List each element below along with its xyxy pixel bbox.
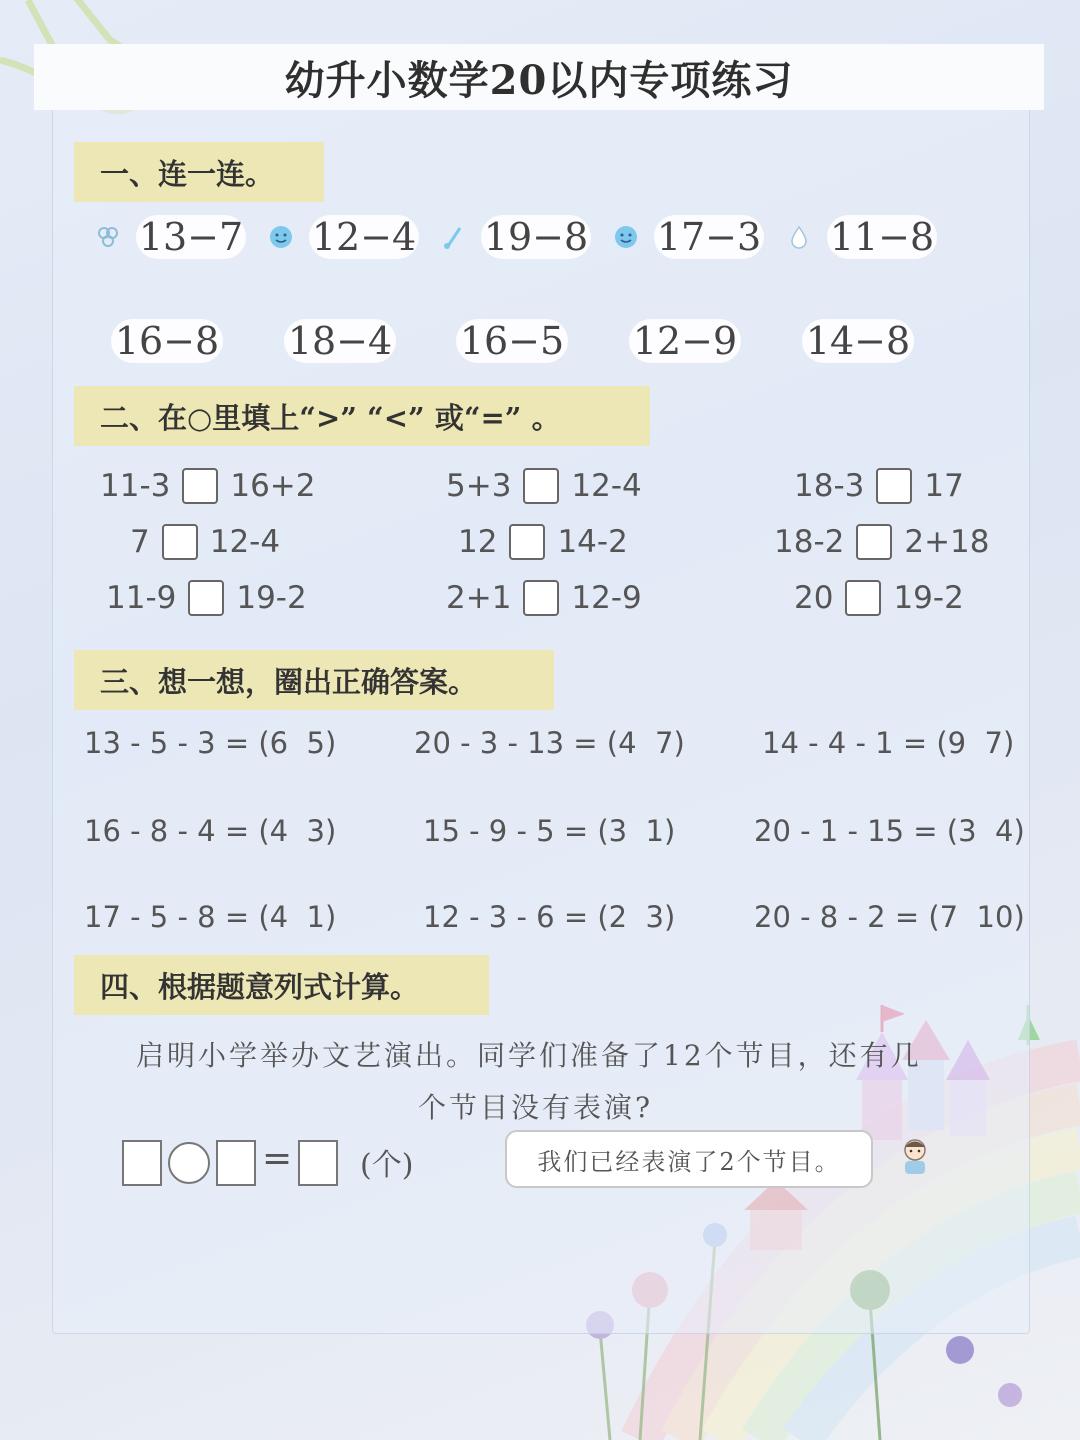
compare-left: 5+3 xyxy=(446,468,512,504)
compare-left: 20 xyxy=(794,580,834,616)
compare-right: 19-2 xyxy=(893,580,964,616)
speech-bubble-text: 我们已经表演了2个节目。 xyxy=(537,1147,841,1176)
compare-answer-box[interactable] xyxy=(509,524,545,560)
compare-left: 7 xyxy=(130,524,150,560)
compare-right: 17 xyxy=(924,468,964,504)
compare-item xyxy=(106,580,307,616)
compare-right: 12-4 xyxy=(571,468,642,504)
connect-bottom-expr-3[interactable]: 16−5 xyxy=(456,319,568,363)
compare-answer-box[interactable] xyxy=(182,468,218,504)
music-note-icon xyxy=(440,224,466,250)
connect-bottom-expr-2[interactable]: 18−4 xyxy=(284,319,396,363)
section-3-header: 三、想一想，圈出正确答案。 xyxy=(74,650,554,710)
choose-equation[interactable]: 20 - 8 - 2 = (7 10) xyxy=(754,900,1025,934)
compare-answer-box[interactable] xyxy=(162,524,198,560)
drop-icon xyxy=(786,224,812,250)
blue-face-icon xyxy=(268,224,294,250)
compare-answer-box[interactable] xyxy=(523,580,559,616)
compare-left: 18-3 xyxy=(794,468,865,504)
compare-right: 2+18 xyxy=(904,524,990,560)
choose-equation[interactable]: 15 - 9 - 5 = (3 1) xyxy=(423,814,676,848)
connect-top-expr-2[interactable]: 12−4 xyxy=(309,215,419,259)
answer-operator-circle[interactable] xyxy=(168,1142,210,1184)
section-4-header: 四、根据题意列式计算。 xyxy=(74,955,489,1015)
choose-equation[interactable]: 12 - 3 - 6 = (2 3) xyxy=(423,900,676,934)
section-2-header: 二、在○里填上“>” “<” 或“=” 。 xyxy=(74,386,650,446)
page-title: 幼升小数学20以内专项练习 xyxy=(284,56,794,104)
compare-answer-box[interactable] xyxy=(188,580,224,616)
problem-text-line-1: 启明小学举办文艺演出。同学们准备了12个节目，还有几 xyxy=(136,1039,922,1072)
choose-equation[interactable]: 14 - 4 - 1 = (9 7) xyxy=(762,726,1015,760)
compare-right: 16+2 xyxy=(230,468,316,504)
blue-face-icon xyxy=(613,224,639,250)
answer-result-box[interactable] xyxy=(298,1140,338,1186)
choose-equation[interactable]: 17 - 5 - 8 = (4 1) xyxy=(84,900,337,934)
compare-answer-box[interactable] xyxy=(876,468,912,504)
connect-top-expr-3[interactable]: 19−8 xyxy=(481,215,591,259)
compare-item xyxy=(130,524,280,560)
choose-equation[interactable]: 20 - 1 - 15 = (3 4) xyxy=(754,814,1025,848)
unit-label: (个) xyxy=(360,1148,414,1183)
child-avatar-icon xyxy=(896,1136,934,1176)
compare-left: 11-9 xyxy=(106,580,177,616)
compare-item xyxy=(458,524,628,560)
choose-equation[interactable]: 16 - 8 - 4 = (4 3) xyxy=(84,814,337,848)
choose-equation[interactable]: 13 - 5 - 3 = (6 5) xyxy=(84,726,337,760)
compare-answer-box[interactable] xyxy=(856,524,892,560)
compare-left: 12 xyxy=(458,524,498,560)
answer-number-box[interactable] xyxy=(216,1140,256,1186)
answer-number-box[interactable] xyxy=(122,1140,162,1186)
compare-item xyxy=(794,580,964,616)
speech-bubble xyxy=(505,1130,873,1188)
compare-item xyxy=(446,580,642,616)
connect-bottom-expr-4[interactable]: 12−9 xyxy=(629,319,741,363)
compare-answer-box[interactable] xyxy=(523,468,559,504)
compare-right: 14-2 xyxy=(557,524,628,560)
title-bar xyxy=(34,44,1044,110)
compare-left: 2+1 xyxy=(446,580,512,616)
compare-item xyxy=(446,468,642,504)
connect-top-expr-1[interactable]: 13−7 xyxy=(136,215,246,259)
equals-sign: = xyxy=(262,1138,293,1179)
compare-right: 19-2 xyxy=(236,580,307,616)
compare-right: 12-4 xyxy=(209,524,281,560)
compare-item xyxy=(774,524,990,560)
compare-right: 12-9 xyxy=(571,580,642,616)
flower-icon xyxy=(95,224,121,250)
choose-equation[interactable]: 20 - 3 - 13 = (4 7) xyxy=(414,726,685,760)
connect-bottom-expr-1[interactable]: 16−8 xyxy=(111,319,223,363)
problem-text-line-2: 个节目没有表演? xyxy=(418,1091,654,1124)
connect-bottom-expr-5[interactable]: 14−8 xyxy=(802,319,914,363)
compare-item xyxy=(794,468,964,504)
compare-left: 18-2 xyxy=(774,524,845,560)
connect-top-expr-4[interactable]: 17−3 xyxy=(654,215,764,259)
connect-top-expr-5[interactable]: 11−8 xyxy=(827,215,937,259)
compare-left: 11-3 xyxy=(100,468,171,504)
compare-item xyxy=(100,468,316,504)
section-1-header: 一、连一连。 xyxy=(74,142,324,202)
compare-answer-box[interactable] xyxy=(845,580,881,616)
